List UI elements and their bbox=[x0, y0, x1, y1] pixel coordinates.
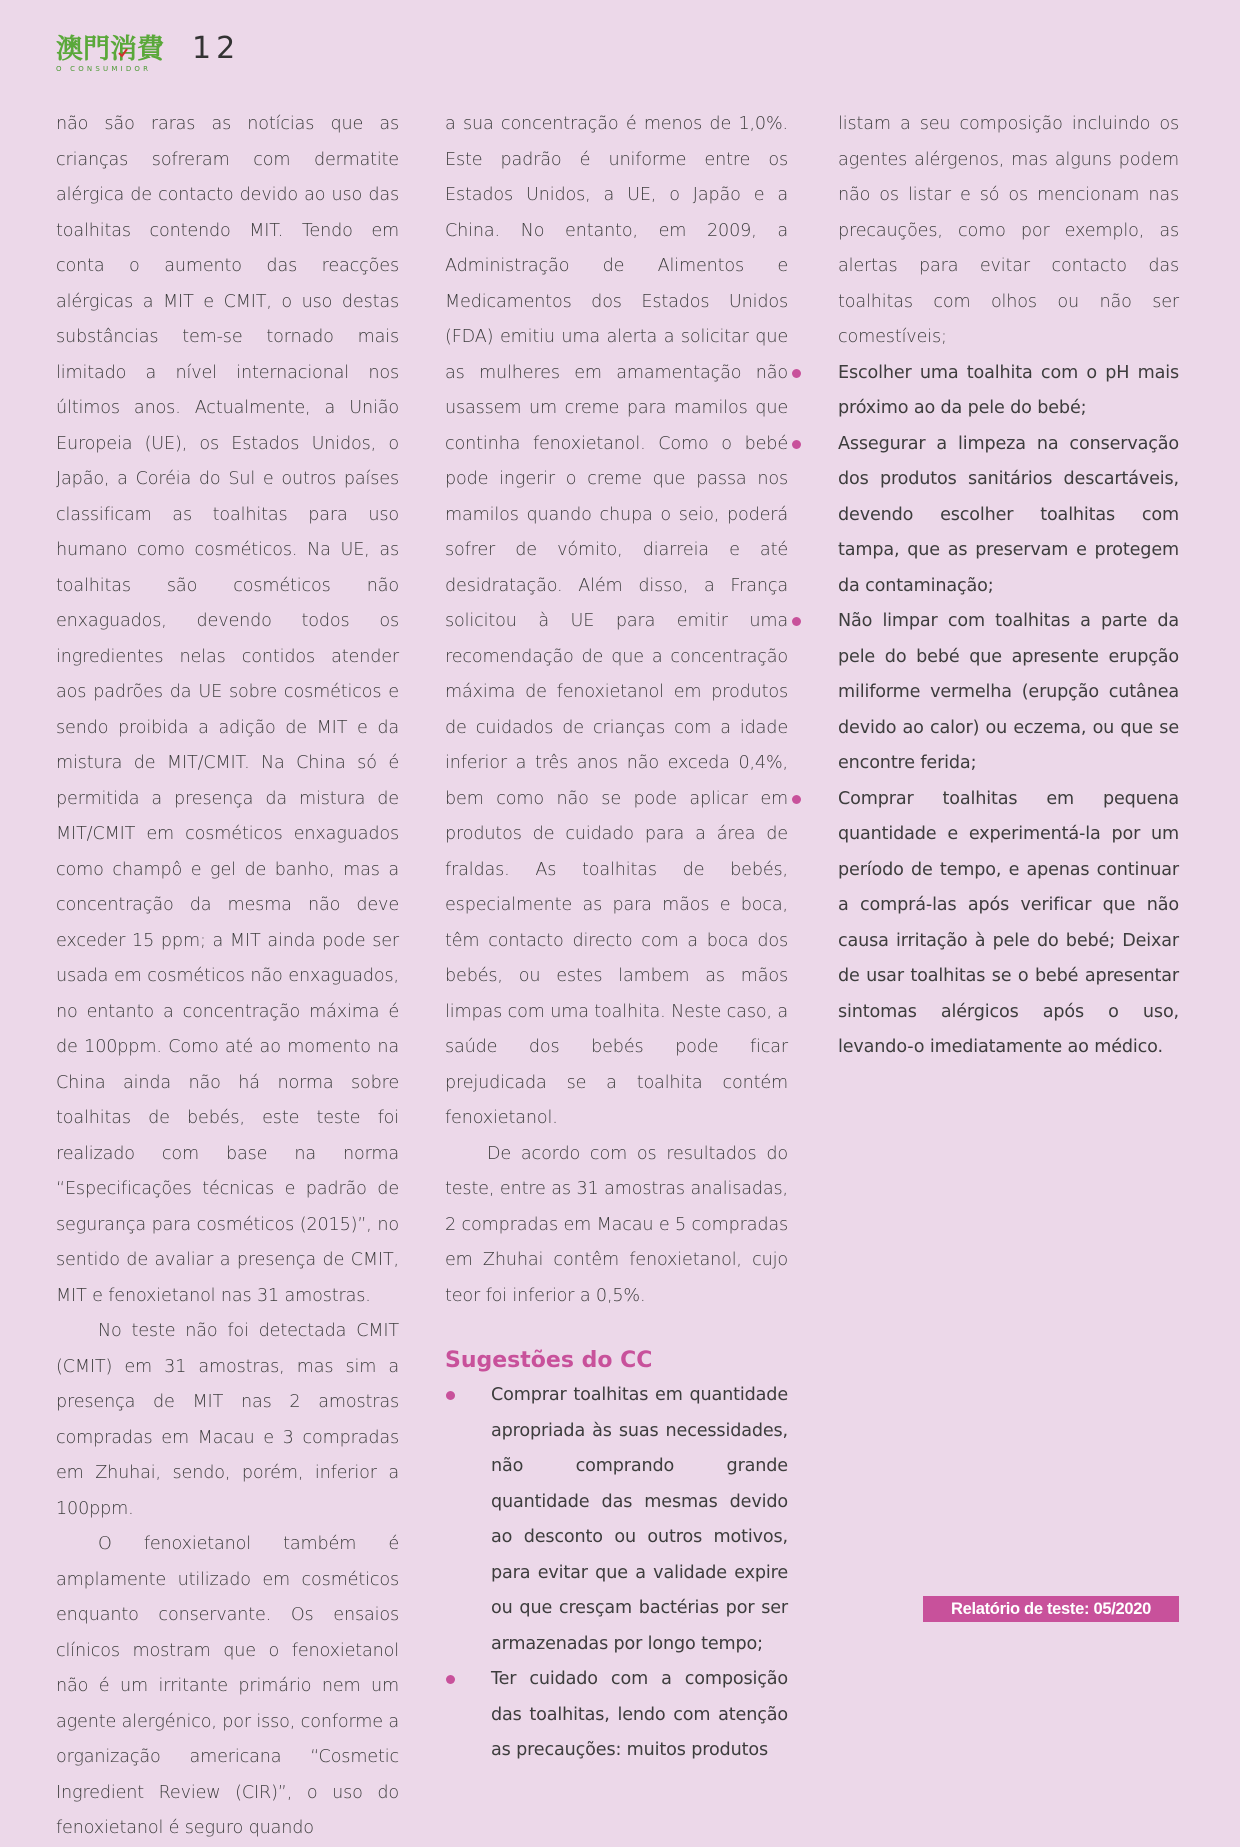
column-1 bbox=[56, 107, 399, 1847]
suggestions-list bbox=[445, 1378, 788, 1769]
paragraph: No teste não foi detectada CMIT (CMIT) em 31 amostras, mas sim a presença de MIT nas 2 amostras compradas em Macau e 3 compradas em Zhuhai, sendo, porém, inferior a 100ppm. bbox=[56, 1321, 399, 1519]
section-heading: Sugestões do CC bbox=[445, 1348, 653, 1373]
paragraph: a sua concentração é menos de 1,0%. Este padrão é uniforme entre os Estados Unidos, a UE, o Japão e a China. No entanto, em 2009, a Administração de Alimentos e Medicamentos dos Estados Unidos (FDA) emitiu uma alerta a solicitar que as mulheres em amamentação não usassem um creme para mamilos que continha fenoxietanol. Como o bebé pode ingerir o creme que passa nos mamilos quando chupa o seio, poderá sofrer de vómito, diarreia e até desidratação. Além disso, a França solicitou à UE para emitir uma recomendação de que a concentração máxima de fenoxietanol em produtos de cuidados de crianças com a idade inferior a três anos não exceda 0,4%, bem como não se pode aplicar em produtos de cuidado para a área de fraldas. As toalhitas de bebés, especialmente as para mãos e boca, têm contacto directo com a boca dos bebés, ou estes lambem as mãos limpas com uma toalhita. Neste caso, a saúde dos bebés pode ficar prejudicada se a toalhita contém fenoxietanol. bbox=[445, 114, 788, 1128]
suggestions-list bbox=[792, 356, 1179, 1066]
list-item-text: Escolher uma toalhita com o pH mais próximo ao da pele do bebé; bbox=[838, 362, 1179, 418]
list-item-text: Comprar toalhitas em pequena quantidade e experimentá-la por um período de tempo, e apenas continuar a comprá-las após verificar que não causa irritação à pele do bebé; Deixar de usar toalhitas se o bebé apresentar sintomas alérgicos após o uso, levando-o imediatamente ao médico. bbox=[838, 788, 1179, 1057]
column-3 bbox=[836, 107, 1179, 1066]
paragraph: De acordo com os resultados do teste, entre as 31 amostras analisadas, 2 compradas em Macau e 5 compradas em Zhuhai contêm fenoxietanol, cujo teor foi inferior a 0,5%. bbox=[445, 1143, 788, 1306]
paragraph: O fenoxietanol também é amplamente utilizado em cosméticos enquanto conservante. Os ensaios clínicos mostram que o fenoxietanol não é um irritante primário nem um agente alergénico, por isso, conforme a organização americana “Cosmetic Ingredient Review (CIR)”, o uso do fenoxietanol é seguro quando bbox=[56, 1534, 399, 1838]
consumidor-logo bbox=[56, 32, 176, 80]
list-item-text: Comprar toalhitas em quantidade apropriada às suas necessidades, não comprando grande quantidade das mesmas devido ao desconto ou outros motivos, para evitar que a validade expire ou que cresçam bactérias por ser armazenadas por longo tempo; bbox=[491, 1385, 788, 1654]
bullet-icon bbox=[792, 440, 801, 449]
list-item bbox=[445, 1378, 788, 1662]
checkmark-icon bbox=[118, 48, 128, 58]
list-item bbox=[445, 1662, 788, 1769]
list-item-text: Não limpar com toalhitas a parte da pele do bebé que apresente erupção miliforme vermelha (erupção cutânea devido ao calor) ou eczema, ou que se encontre ferida; bbox=[838, 611, 1179, 773]
bullet-icon bbox=[792, 795, 801, 804]
list-item-text: Assegurar a limpeza na conservação dos produtos sanitários descartáveis, devendo escolher toalhitas com tampa, que as preservam e protegem da contaminação; bbox=[838, 433, 1179, 596]
list-item-text: Ter cuidado com a composição das toalhitas, lendo com atenção as precauções: muitos produtos bbox=[491, 1669, 788, 1760]
page-number: 12 bbox=[192, 31, 241, 66]
list-item bbox=[792, 427, 1179, 605]
bullet-icon bbox=[792, 369, 801, 378]
column-2 bbox=[445, 107, 788, 1769]
list-item bbox=[792, 782, 1179, 1066]
paragraph: listam a seu composição incluindo os agentes alérgenos, mas alguns podem não os listar e só os mencionam nas precauções, como por exemplo, as alertas para evitar contacto das toalhitas com olhos ou não ser comestíveis; bbox=[838, 114, 1179, 347]
paragraph: não são raras as notícias que as crianças sofreram com dermatite alérgica de contacto devido ao uso das toalhitas contendo MIT. Tendo em conta o aumento das reacções alérgicas a MIT e CMIT, o uso destas substâncias tem-se tornado mais limitado a nível internacional nos últimos anos. Actualmente, a União Europeia (UE), os Estados Unidos, o Japão, a Coréia do Sul e outros países classificam as toalhitas para uso humano como cosméticos. Na UE, as toalhitas são cosméticos não enxaguados, devendo todos os ingredientes nelas contidos atender aos padrões da UE sobre cosméticos e sendo proibida a adição de MIT e da mistura de MIT/CMIT. Na China só é permitida a presença da mistura de MIT/CMIT em cosméticos enxaguados como champô e gel de banho, mas a concentração da mesma não deve exceder 15 ppm; a MIT ainda pode ser usada em cosméticos não enxaguados, no entanto a concentração máxima é de 100ppm. Como até ao momento na China ainda não há norma sobre toalhitas de bebés, este teste foi realizado com base na norma “Especificações técnicas e padrão de segurança para cosméticos (2015)”, no sentido de avaliar a presença de CMIT, MIT e fenoxietanol nas 31 amostras. bbox=[56, 114, 399, 1306]
bullet-icon bbox=[792, 617, 801, 626]
report-tag: Relatório de teste: 05/2020 bbox=[923, 1596, 1179, 1622]
logo-subtext: O CONSUMIDOR bbox=[56, 65, 152, 73]
logo-text: 澳門消費 bbox=[56, 34, 164, 65]
bullet-icon bbox=[446, 1391, 455, 1400]
list-item bbox=[792, 604, 1179, 782]
list-item bbox=[792, 356, 1179, 427]
